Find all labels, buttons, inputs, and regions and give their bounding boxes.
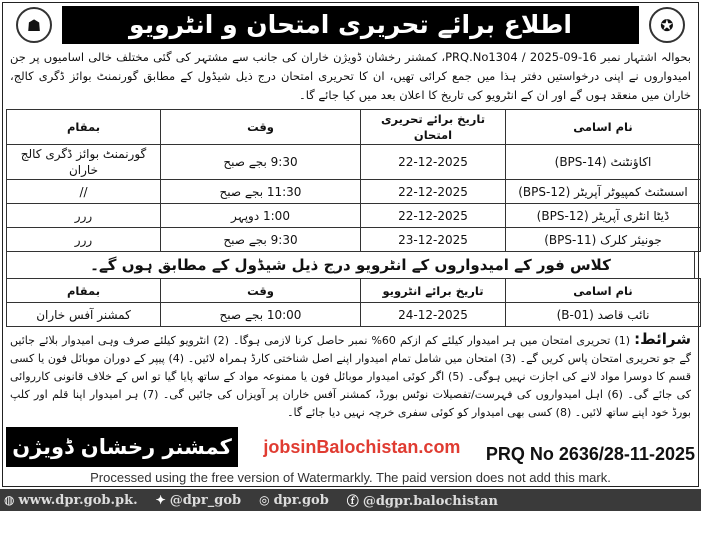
conditions-label: شرائط: — [634, 330, 691, 348]
instagram-link[interactable]: ◎ dpr.gob — [259, 492, 329, 508]
table-row — [7, 180, 701, 204]
header-venue: بمقام — [7, 279, 161, 303]
interview-schedule-table — [6, 278, 701, 327]
post-cell: ڈیٹا انٹری آپریٹر (BPS-12) — [506, 204, 701, 228]
time-cell: 9:30 بجے صبح — [161, 228, 361, 252]
processing-watermark: Processed using the free version of Watermarkly. The paid version does not add this mark. — [90, 470, 611, 485]
table-row — [7, 204, 701, 228]
table-row — [7, 228, 701, 252]
advertisement-frame — [2, 2, 699, 487]
twitter-icon: ✦ — [155, 492, 166, 507]
footer-bar — [0, 489, 701, 511]
time-cell: 1:00 دوپہر — [161, 204, 361, 228]
header-post: نام اسامی — [506, 279, 701, 303]
post-cell: اکاؤنٹنٹ (BPS-14) — [506, 145, 701, 180]
table-header-row — [7, 279, 701, 303]
balochistan-logo: ☗ — [16, 7, 52, 43]
date-cell: 23-12-2025 — [361, 228, 506, 252]
site-watermark: jobsinBalochistan.com — [263, 436, 461, 457]
signature-block: کمشنر رخشان ڈویژن — [6, 427, 238, 467]
website-link[interactable]: ◍ www.dpr.gob.pk. — [4, 492, 138, 508]
time-cell: 10:00 بجے صبح — [161, 303, 361, 327]
venue-cell: // — [7, 180, 161, 204]
exam-schedule-table — [6, 109, 701, 252]
instagram-icon: ◎ — [259, 492, 270, 507]
table-header-row — [7, 110, 701, 145]
class-four-heading: کلاس فور کے امیدواروں کے انٹرویو درج ذیل شیڈول کے مطابق ہوں گے۔ — [6, 252, 695, 278]
intro-paragraph: بحوالہ اشتہار نمبر 16-09-2025 / PRQ.No1304، کمشنر رخشان ڈویژن خاران کی جانب سے مشتہر کی گئی مختلف خالی اسامیوں پر جن امیدواروں نے اپنی درخواستیں دفتر ہذا میں جمع کرائی تھیں، ان کا تحریری امتحان درج ذیل شیڈول کے مطابق گورنمنٹ بوائز ڈگری کالج، خاران میں منعقد ہوں گے اور ان کے انٹرویو کی تاریخ کا اعلان بعد میں کیا جائے گا۔ — [10, 50, 691, 102]
venue-cell: ررر — [7, 204, 161, 228]
globe-icon: ◍ — [4, 492, 15, 507]
notice-title: اطلاع برائے تحریری امتحان و انٹرویو — [62, 6, 639, 44]
government-emblem: ✪ — [649, 7, 685, 43]
venue-cell: ررر — [7, 228, 161, 252]
conditions — [6, 327, 695, 425]
header-time: وقت — [161, 110, 361, 145]
facebook-link[interactable]: ⓕ @dgpr.balochistan — [346, 493, 498, 509]
header-date: تاریخ برائے انٹرویو — [361, 279, 506, 303]
facebook-icon: ⓕ — [346, 493, 359, 508]
post-cell: اسسٹنٹ کمپیوٹر آپریٹر (BPS-12) — [506, 180, 701, 204]
post-cell: جونیئر کلرک (BPS-11) — [506, 228, 701, 252]
venue-cell: کمشنر آفس خاران — [7, 303, 161, 327]
table-row — [7, 145, 701, 180]
time-cell: 9:30 بجے صبح — [161, 145, 361, 180]
date-cell: 22-12-2025 — [361, 204, 506, 228]
twitter-link[interactable]: ✦ @dpr_gob — [155, 492, 242, 508]
signature-row — [6, 427, 695, 467]
prq-number: PRQ No 2636/28-11-2025 — [485, 444, 695, 464]
header-venue: بمقام — [7, 110, 161, 145]
date-cell: 24-12-2025 — [361, 303, 506, 327]
post-cell: نائب قاصد (B-01) — [506, 303, 701, 327]
header-post: نام اسامی — [506, 110, 701, 145]
time-cell: 11:30 بجے صبح — [161, 180, 361, 204]
venue-cell: گورنمنٹ بوائز ڈگری کالج خاران — [7, 145, 161, 180]
date-cell: 22-12-2025 — [361, 145, 506, 180]
table-row — [7, 303, 701, 327]
conditions-text: (1) تحریری امتحان میں ہر امیدوار کیلئے کم ازکم 60% نمبر حاصل کرنا لازمی ہوگا۔ (2) انٹرویو کیلئے صرف وہی امیدوار بلائے جائیں گے جو تحریری امتحان پاس کریں گے۔ (3) امتحان میں شامل تمام امیدوار اپنے اصل شناختی کارڈ ہمراہ لائیں۔ (4) پیپر کے دوران موبائل فون یا کسی قسم کا دوسرا مواد لانے کی اجازت نہیں ہوگی۔ (5) اگر کوئی امیدوار موبائل فون یا ممنوعہ مواد کے ساتھ پایا گیا تو اس کے خلاف قانونی کارروائی کی جائے گی۔ (6) اہل امیدواروں کی فہرست/تفصیلات نوٹس بورڈ، کمشنر آفس خاران پر آویزاں کی جائیں گی۔ (7) ہر امیدوار اپنا قلم اور کلپ بورڈ خود اپنے ساتھ لائیں۔ (8) کسی بھی امیدوار کو کوئی سفری خرچہ نہیں دیا جائے گا۔ — [10, 334, 692, 419]
header-time: وقت — [161, 279, 361, 303]
header-date: تاریخ برائے تحریری امتحان — [361, 110, 506, 145]
date-cell: 22-12-2025 — [361, 180, 506, 204]
notice-header — [6, 5, 695, 45]
